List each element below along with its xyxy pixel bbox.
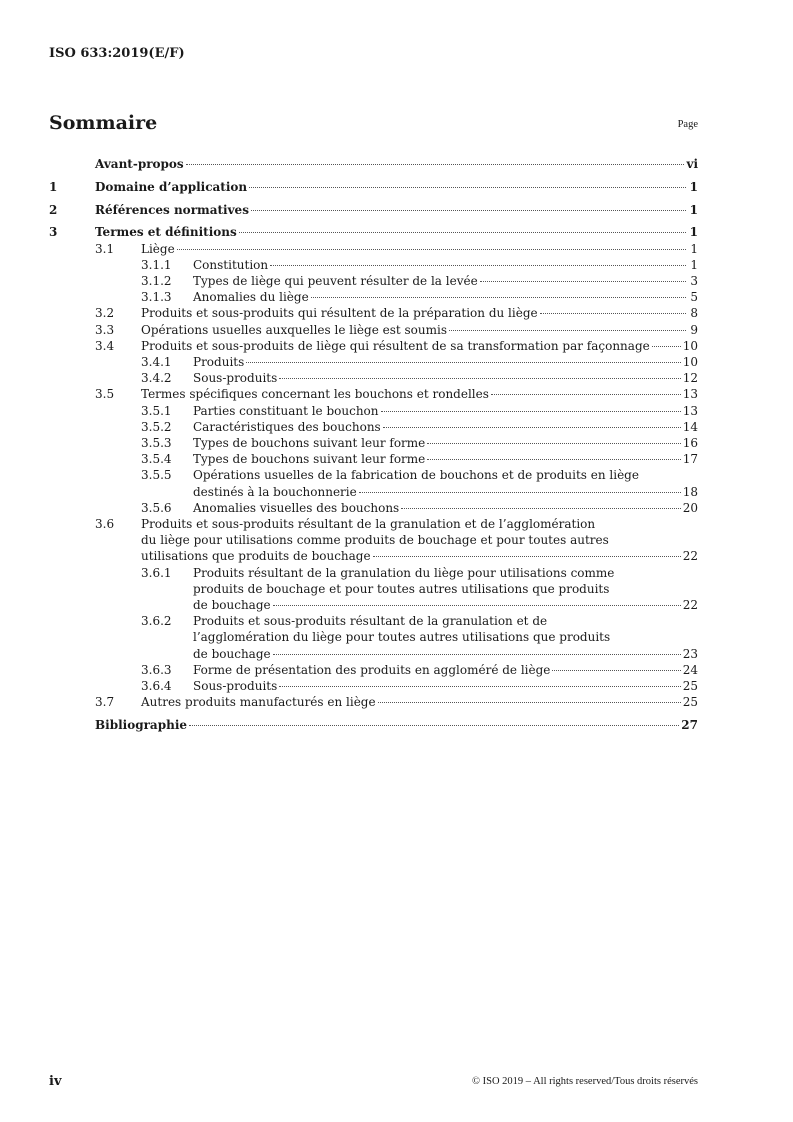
toc-entry[interactable]	[49, 370, 698, 386]
toc-entry-title: Références normatives	[95, 202, 249, 217]
toc-entry-number: 3.4	[95, 338, 115, 353]
toc-entry[interactable]	[49, 516, 698, 565]
toc-entry[interactable]	[49, 694, 698, 710]
dot-leader	[273, 654, 681, 655]
toc-entry[interactable]	[49, 354, 698, 370]
dot-leader	[279, 378, 680, 379]
toc-entry[interactable]	[49, 451, 698, 467]
toc-entry-page: 24	[682, 662, 698, 677]
toc-entry-number: 3.3	[95, 322, 115, 337]
toc-entry-number: 3.4.1	[141, 355, 172, 370]
toc-entry-number: 3	[49, 225, 58, 240]
toc-entry-title: de bouchage	[193, 598, 271, 613]
toc-entry-number: 3.5.5	[141, 468, 172, 483]
toc-entry[interactable]	[49, 613, 698, 662]
toc-entry[interactable]	[49, 678, 698, 694]
toc-entry-title: Autres produits manufacturés en liège	[141, 695, 376, 710]
footer-page-number: iv	[49, 1074, 62, 1089]
toc-entry-title: Produits et sous-produits de liège qui résultent de sa transformation par façonnage	[141, 338, 650, 353]
toc-entry[interactable]	[49, 386, 698, 402]
toc-entry-title: Termes spécifiques concernant les bouchons et rondelles	[141, 387, 489, 402]
dot-leader	[246, 362, 680, 363]
toc-entry-page: 12	[682, 371, 698, 386]
toc-entry-page: 16	[682, 436, 698, 451]
toc-entry-number: 3.6.4	[141, 679, 172, 694]
toc-entry-number: 3.1.3	[141, 290, 172, 305]
dot-leader	[177, 249, 686, 250]
toc-entry-page: 18	[682, 484, 698, 499]
toc-entry[interactable]	[49, 662, 698, 678]
toc-entry-page: 14	[682, 419, 698, 434]
toc-entry-number: 3.4.2	[141, 371, 172, 386]
toc-entry-number: 1	[49, 179, 58, 194]
toc-entry-number: 3.5.1	[141, 403, 172, 418]
toc-entry-title: de bouchage	[193, 646, 271, 661]
toc-entry-page: 9	[690, 322, 698, 337]
toc-entry-title: Types de bouchons suivant leur forme	[193, 452, 426, 467]
dot-leader	[378, 702, 681, 703]
toc-entry-title: Produits	[193, 355, 245, 370]
toc-entry-number: 3.6.2	[141, 614, 172, 629]
dot-leader	[383, 427, 681, 428]
dot-leader	[270, 265, 686, 266]
toc-entry-title: Avant-propos	[95, 157, 184, 171]
dot-leader	[273, 605, 681, 606]
toc-entry[interactable]	[49, 419, 698, 435]
toc-entry-page: 22	[682, 549, 698, 564]
toc-entry-title: Produits résultant de la granulation du liège pour utilisations comme	[193, 565, 615, 580]
toc-entry-title: Opérations usuelles de la fabrication de bouchons et de produits en liège	[193, 468, 639, 483]
toc-entry[interactable]	[49, 305, 698, 321]
toc-entry-number: 3.7	[95, 695, 115, 710]
dot-leader	[427, 459, 680, 460]
dot-leader	[359, 492, 681, 493]
toc-entry-title: Produits et sous-produits résultant de la granulation et de	[193, 614, 548, 629]
toc-entry[interactable]	[49, 717, 698, 733]
toc-entry-page: 1	[689, 225, 698, 240]
toc-entry[interactable]	[49, 403, 698, 419]
toc-entry-title: Parties constituant le bouchon	[193, 403, 379, 418]
toc-entry[interactable]	[49, 257, 698, 273]
dot-leader	[189, 725, 679, 726]
toc-entry-number: 3.5	[95, 387, 115, 402]
dot-leader	[279, 686, 680, 687]
dot-leader	[311, 297, 686, 298]
document-reference: ISO 633:2019(E/F)	[49, 46, 185, 61]
toc-entry-title: Constitution	[193, 257, 269, 272]
dot-leader	[427, 443, 680, 444]
dot-leader	[552, 670, 680, 671]
toc-entry-title: Produits et sous-produits résultant de la granulation et de l’agglomération	[141, 517, 596, 532]
dot-leader	[449, 330, 686, 331]
toc-entry-title: destinés à la bouchonnerie	[193, 484, 357, 499]
toc-entry-title: Sous-produits	[193, 679, 278, 694]
page-column-label: Page	[677, 119, 698, 130]
toc-entry-number: 3.1.1	[141, 257, 172, 272]
toc-entry-title: Bibliographie	[95, 718, 188, 733]
toc-entry[interactable]	[49, 467, 698, 499]
toc-entry-title: Liège	[141, 241, 175, 256]
toc-entry-page: 10	[682, 338, 698, 353]
dot-leader	[249, 187, 686, 188]
toc-entry[interactable]	[49, 179, 698, 195]
dot-leader	[491, 394, 681, 395]
toc-entry-title: utilisations que produits de bouchage	[141, 549, 371, 564]
toc-entry-title: Types de liège qui peuvent résulter de la levée	[193, 274, 478, 288]
toc-entry[interactable]	[49, 241, 698, 257]
toc-entry-page: 22	[682, 598, 698, 613]
toc-entry[interactable]	[49, 273, 698, 289]
toc-entry-title: Types de bouchons suivant leur forme	[193, 436, 426, 451]
toc-entry-title: du liège pour utilisations comme produits de bouchage et pour toutes autres	[141, 533, 609, 548]
toc-entry-number: 3.6.1	[141, 565, 172, 580]
toc-entry[interactable]	[49, 289, 698, 305]
dot-leader	[186, 164, 685, 165]
dot-leader	[373, 556, 681, 557]
toc-entry[interactable]	[49, 435, 698, 451]
toc-entry-page: vi	[686, 157, 698, 171]
toc-entry-page: 10	[682, 355, 698, 370]
toc-entry-title: Caractéristiques des bouchons	[193, 419, 381, 434]
toc-entry-number: 3.5.6	[141, 500, 172, 515]
footer-copyright: © ISO 2019 – All rights reserved/Tous droits réservés	[472, 1076, 698, 1087]
toc-entry-title: l’agglomération du liège pour toutes autres utilisations que produits	[193, 630, 611, 645]
toc-entry-number: 3.5.3	[141, 436, 172, 451]
toc-entry-number: 3.5.2	[141, 419, 172, 434]
toc-entry-page: 1	[690, 257, 698, 272]
toc-entry-number: 3.6.3	[141, 662, 172, 677]
dot-leader	[239, 232, 686, 233]
page-title: Sommaire	[49, 112, 158, 134]
toc-entry[interactable]	[49, 224, 698, 240]
toc-entry-page: 23	[682, 646, 698, 661]
dot-leader	[251, 210, 686, 211]
dot-leader	[381, 411, 681, 412]
toc-entry-page: 1	[689, 179, 698, 194]
toc-entry-number: 3.6	[95, 517, 115, 532]
dot-leader	[652, 346, 681, 347]
dot-leader	[540, 313, 686, 314]
toc-entry-page: 1	[690, 241, 698, 256]
dot-leader	[480, 281, 686, 282]
toc-entry-page: 13	[682, 403, 698, 418]
toc-entry[interactable]	[49, 322, 698, 338]
toc-entry-number: 3.5.4	[141, 452, 172, 467]
toc-entry-title: Opérations usuelles auxquelles le liège est soumis	[141, 322, 447, 337]
toc-entry-number: 3.2	[95, 306, 115, 321]
toc-entry[interactable]	[49, 338, 698, 354]
toc-entry-page: 27	[681, 718, 698, 733]
toc-entry[interactable]	[49, 156, 698, 172]
toc-entry-title: Produits et sous-produits qui résultent de la préparation du liège	[141, 306, 538, 321]
toc-entry[interactable]	[49, 202, 698, 218]
toc-entry[interactable]	[49, 565, 698, 614]
toc-entry-title: Domaine d’application	[95, 179, 248, 194]
table-of-contents	[49, 156, 698, 733]
toc-entry-page: 13	[682, 387, 698, 402]
toc-entry-title: Sous-produits	[193, 371, 278, 386]
toc-entry-title: produits de bouchage et pour toutes autres utilisations que produits	[193, 581, 610, 596]
toc-entry-number: 2	[49, 202, 58, 217]
toc-entry-page: 5	[690, 290, 698, 305]
toc-entry-number: 3.1.2	[141, 274, 172, 288]
toc-entry-page: 17	[682, 452, 698, 467]
toc-entry-title: Forme de présentation des produits en aggloméré de liège	[193, 662, 551, 677]
toc-entry-page: 20	[682, 500, 698, 515]
toc-entry-title: Termes et définitions	[95, 225, 237, 240]
toc-entry-page: 25	[682, 695, 698, 710]
toc-entry-title: Anomalies visuelles des bouchons	[193, 500, 400, 515]
toc-entry-page: 25	[682, 679, 698, 694]
toc-entry-number: 3.1	[95, 241, 115, 256]
toc-entry-page: 1	[689, 202, 698, 217]
toc-entry-page: 3	[690, 274, 698, 288]
dot-leader	[401, 508, 681, 509]
toc-entry-title: Anomalies du liège	[193, 290, 309, 305]
toc-entry-page: 8	[690, 306, 698, 321]
toc-entry[interactable]	[49, 500, 698, 516]
